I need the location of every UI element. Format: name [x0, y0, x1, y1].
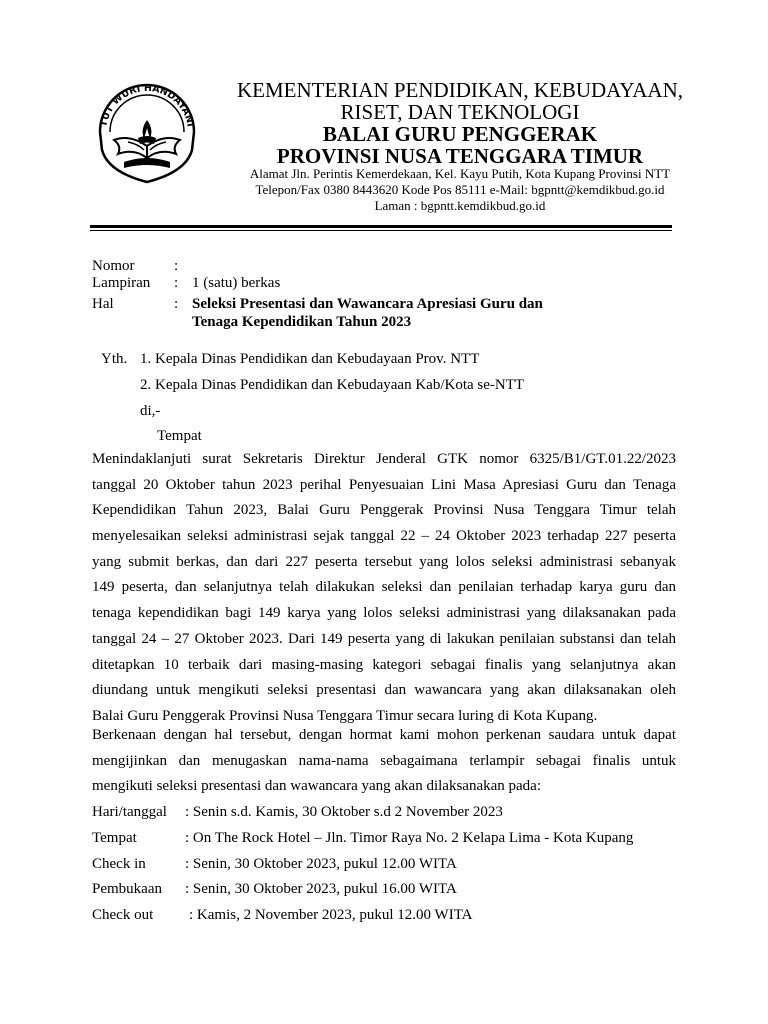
address-line: Alamat Jln. Perintis Kemerdekaan, Kel. Kayu Putih, Kota Kupang Provinsi NTT — [249, 166, 671, 181]
schedule-value-opening: : Senin, 30 Oktober 2023, pukul 16.00 WITA — [185, 881, 457, 897]
recipient-1: 1. Kepala Dinas Pendidikan dan Kebudayaan Prov. NTT — [140, 351, 480, 367]
lampiran-value: 1 (satu) berkas — [192, 275, 281, 291]
letterhead-divider-thin — [90, 230, 672, 231]
schedule-value-checkin: : Senin, 30 Oktober 2023, pukul 12.00 WITA — [185, 856, 457, 872]
tut-wuri-handayani-emblem-icon — [88, 76, 206, 186]
body-line: tenaga kependidikan bagi 149 karya yang lolos seleksi administrasi yang dilaksanakan pada — [92, 605, 676, 622]
schedule-label-place: Tempat — [92, 830, 137, 846]
body-line: diundang untuk mengikuti seleksi presentasi dan wawancara yang akan dilaksanakan oleh — [92, 682, 676, 699]
hal-colon: : — [174, 296, 179, 312]
ministry-name-line-2: RISET, DAN TEKNOLOGI — [340, 100, 580, 124]
recipient-2: 2. Kepala Dinas Pendidikan dan Kebudayaan Kab/Kota se-NTT — [140, 377, 525, 393]
body-line: Kependidikan Tahun 2023, Balai Guru Penggerak Provinsi Nusa Tenggara Timur telah — [92, 502, 676, 519]
schedule-label-checkout: Check out — [92, 907, 154, 923]
body-line: 149 peserta, dan selanjutnya telah dilakukan seleksi dan penilaian terhadap karya guru dan — [92, 579, 676, 596]
body-paragraph-1 — [92, 447, 676, 730]
schedule-label-date: Hari/tanggal — [92, 804, 167, 820]
nomor-label: Nomor — [92, 258, 135, 274]
body-line: mengijinkan dan menugaskan nama-nama sebagaimana terlampir sebagai finalis untuk — [92, 752, 676, 769]
body-line: Menindaklanjuti surat Sekretaris Direktur Jenderal GTK nomor 6325/B1/GT.01.22/2023 — [92, 451, 676, 467]
tempat-label: Tempat — [157, 428, 202, 444]
institution-name: BALAI GURU PENGGERAK — [322, 122, 598, 146]
body-line: Berkenaan dengan hal tersebut, dengan hormat kami mohon perkenan saudara untuk dapat — [92, 727, 676, 743]
body-line: yang submit berkas, dan dari 227 peserta tersebut yang lolos seleksi administrasi sebanyak — [92, 553, 676, 570]
tut-wuri-handayani-logo — [88, 76, 206, 186]
body-line: Balai Guru Penggerak Provinsi Nusa Tenggara Timur secara luring di Kota Kupang. — [92, 707, 598, 724]
body-line: ditetapkan 10 terbaik dari masing-masing kategori sebagai finalis yang selanjutnya akan — [92, 656, 676, 673]
body-line: tanggal 20 Oktober tahun 2023 perihal Penyesuaian Lini Masa Apresiasi Guru dan Tenaga — [92, 476, 676, 493]
svg-text:TUT WURI HANDAYANI: TUT WURI HANDAYANI — [98, 82, 196, 128]
lampiran-label: Lampiran — [92, 275, 151, 291]
yth-label: Yth. — [101, 351, 128, 367]
lampiran-colon: : — [174, 275, 179, 291]
hal-label: Hal — [92, 296, 114, 312]
body-paragraph-2 — [92, 723, 676, 800]
di-label: di,- — [140, 403, 161, 419]
province-name: PROVINSI NUSA TENGGARA TIMUR — [276, 144, 644, 168]
body-line: tanggal 24 – 27 Oktober 2023. Dari 149 peserta yang di lakukan penilaian substansi dan telah — [92, 630, 676, 647]
ministry-name-line-1: KEMENTERIAN PENDIDIKAN, KEBUDAYAAN, — [236, 78, 684, 102]
schedule-label-opening: Pembukaan — [92, 881, 162, 897]
schedule-value-date: : Senin s.d. Kamis, 30 Oktober s.d 2 November 2023 — [185, 804, 503, 820]
nomor-colon: : — [174, 258, 179, 274]
letterhead-divider-thick — [90, 225, 672, 228]
schedule-label-checkin: Check in — [92, 856, 146, 872]
contact-line: Telepon/Fax 0380 8443620 Kode Pos 85111 e-Mail: bgpntt@kemdikbud.go.id — [255, 182, 665, 197]
hal-value-line-2: Tenaga Kependidikan Tahun 2023 — [192, 314, 412, 330]
hal-value-line-1: Seleksi Presentasi dan Wawancara Apresiasi Guru dan — [192, 296, 543, 312]
body-line: mengikuti seleksi presentasi dan wawancara yang akan dilaksanakan pada: — [92, 778, 541, 795]
schedule-value-checkout: : Kamis, 2 November 2023, pukul 12.00 WITA — [189, 907, 473, 923]
website-line: Laman : bgpntt.kemdikbud.go.id — [374, 198, 546, 213]
body-line: menyelesaikan seleksi administrasi sejak tanggal 22 – 24 Oktober 2023 terhadap 227 peserta — [92, 528, 676, 545]
schedule-value-place: : On The Rock Hotel – Jln. Timor Raya No. 2 Kelapa Lima - Kota Kupang — [185, 830, 634, 846]
